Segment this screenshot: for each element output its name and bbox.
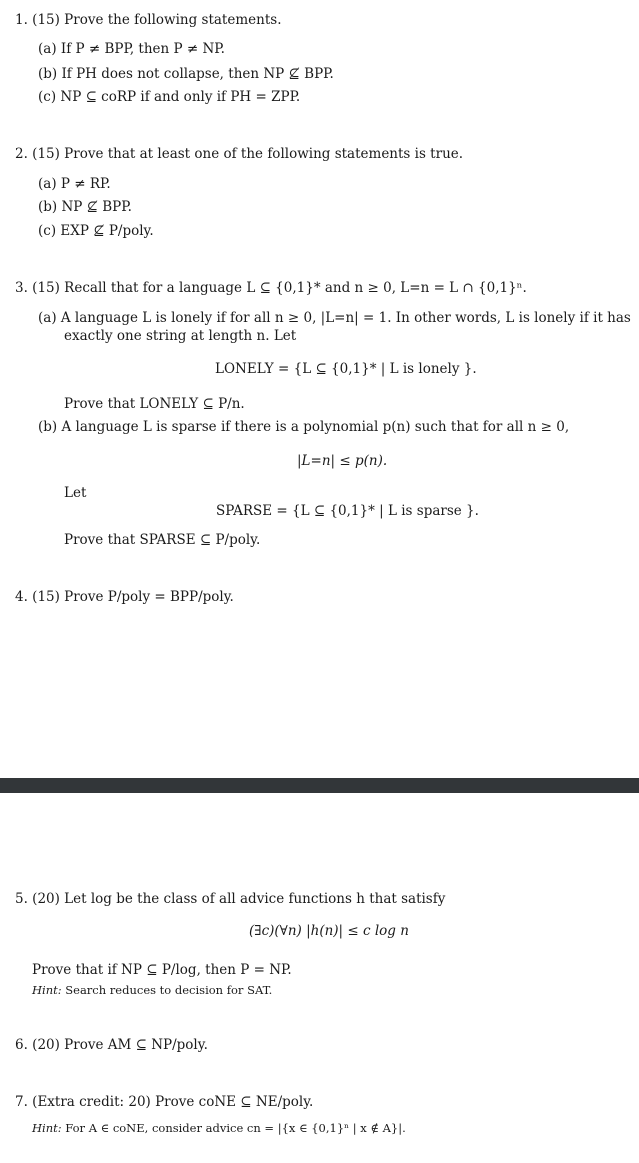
page-separator bbox=[0, 778, 639, 793]
q3-part-b-let: Let bbox=[64, 485, 87, 501]
q1-heading: 1. (15) Prove the following statements. bbox=[15, 12, 282, 28]
q3-heading: 3. (15) Recall that for a language L ⊆ {0,1}* and n ≥ 0, L=n = L ∩ {0,1}ⁿ. bbox=[15, 280, 527, 296]
q3-part-a-line1: (a) A language L is lonely if for all n ≥ 0, |L=n| = 1. In other words, L is lonely if it has bbox=[38, 310, 631, 326]
q4-heading: 4. (15) Prove P/poly = BPP/poly. bbox=[15, 589, 234, 605]
q3-part-b-line1: (b) A language L is sparse if there is a polynomial p(n) such that for all n ≥ 0, bbox=[38, 419, 570, 435]
q5-formula: (∃c)(∀n) |h(n)| ≤ c log n bbox=[249, 923, 409, 939]
q1-part-c: (c) NP ⊆ coRP if and only if PH = ZPP. bbox=[38, 89, 301, 105]
q5-hint-text: Search reduces to decision for SAT. bbox=[65, 983, 273, 997]
q5-hint-label: Hint: bbox=[32, 983, 62, 997]
q5-prove: Prove that if NP ⊆ P/log, then P = NP. bbox=[32, 962, 292, 978]
q3-part-a-line2: exactly one string at length n. Let bbox=[64, 328, 297, 344]
document-page-2 bbox=[0, 793, 639, 1163]
q7-hint-label: Hint: bbox=[32, 1121, 62, 1135]
q7-heading: 7. (Extra credit: 20) Prove coNE ⊆ NE/poly. bbox=[15, 1094, 314, 1110]
q7-hint bbox=[32, 1120, 406, 1136]
q2-part-c: (c) EXP ⊈ P/poly. bbox=[38, 223, 154, 239]
q3-part-a-prove: Prove that LONELY ⊆ P/n. bbox=[64, 396, 245, 412]
q5-hint bbox=[32, 982, 272, 998]
q3-part-b-prove: Prove that SPARSE ⊆ P/poly. bbox=[64, 532, 261, 548]
q1-part-b: (b) If PH does not collapse, then NP ⊈ BPP. bbox=[38, 66, 334, 82]
q2-heading: 2. (15) Prove that at least one of the following statements is true. bbox=[15, 146, 464, 162]
q6-heading: 6. (20) Prove AM ⊆ NP/poly. bbox=[15, 1037, 208, 1053]
q7-hint-text: For A ∈ coNE, consider advice cn = |{x ∈ {0,1}ⁿ | x ∉ A}|. bbox=[65, 1121, 406, 1135]
q5-heading: 5. (20) Let log be the class of all advice functions h that satisfy bbox=[15, 891, 446, 907]
q1-part-a: (a) If P ≠ BPP, then P ≠ NP. bbox=[38, 41, 225, 57]
lonely-definition: LONELY = {L ⊆ {0,1}* | L is lonely }. bbox=[215, 361, 477, 377]
sparse-inequality: |L=n| ≤ p(n). bbox=[297, 453, 388, 469]
sparse-definition: SPARSE = {L ⊆ {0,1}* | L is sparse }. bbox=[216, 503, 479, 519]
q2-part-a: (a) P ≠ RP. bbox=[38, 176, 111, 192]
q2-part-b: (b) NP ⊈ BPP. bbox=[38, 199, 132, 215]
